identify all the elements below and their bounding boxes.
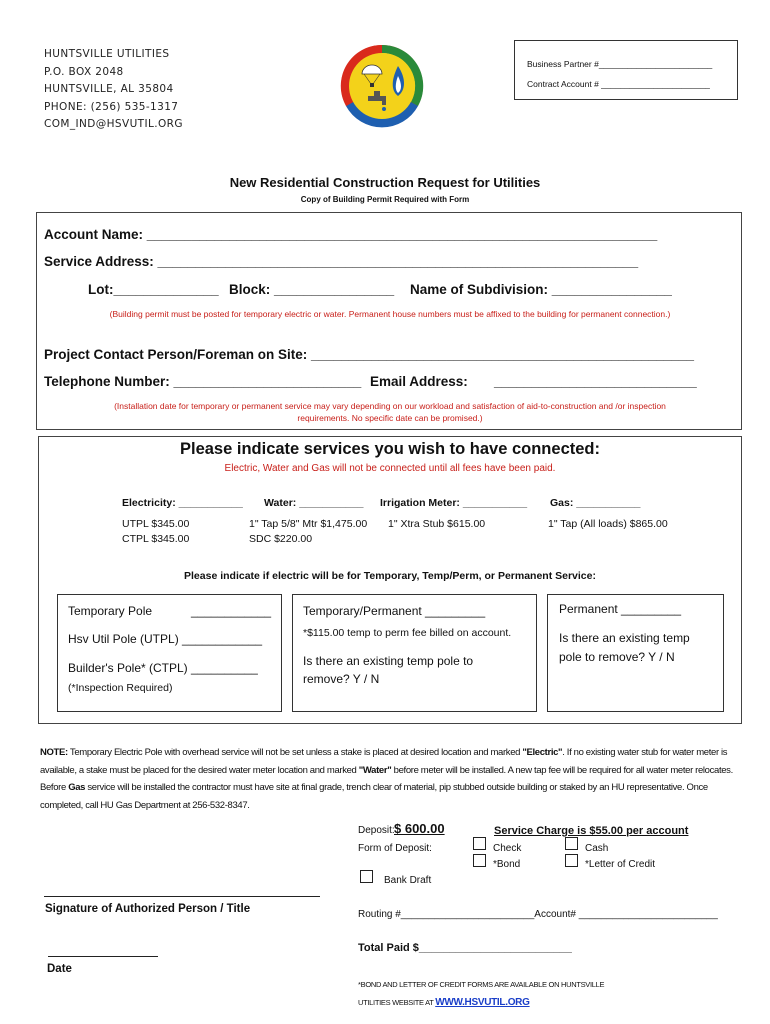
form-subtitle: Copy of Building Permit Required with Form (300, 195, 470, 204)
electricity-field[interactable]: Electricity: ___________ (122, 497, 243, 509)
note-text: . If no existing water stub for water meter is available, a stake must be placed for the desired water meter location and marked (40, 747, 728, 776)
deposit-value: $ 600.00 (394, 821, 445, 836)
services-title: Please indicate services you wish to have connected: (179, 440, 600, 458)
date-line[interactable] (48, 956, 158, 957)
irrigation-fee: 1" Xtra Stub $615.00 (388, 518, 486, 530)
letter-of-credit-label: *Letter of Credit (585, 859, 656, 870)
temporary-pole-label: Temporary Pole (68, 604, 153, 618)
date-label: Date (47, 963, 72, 975)
note-water: "Water" (358, 764, 392, 776)
address-line: P.O. BOX 2048 (44, 65, 124, 78)
email-field[interactable]: ___________________________ (494, 374, 697, 389)
address-line: PHONE: (256) 535-1317 (44, 100, 179, 113)
business-partner-field[interactable]: Business Partner #________________________ (527, 59, 713, 69)
routing-account-field[interactable]: Routing #________________________Account# _________________________ (358, 909, 718, 920)
electric-service-question: Please indicate if electric will be for Temporary, Temp/Perm, or Permanent Service: (184, 570, 596, 582)
note-text: service will be installed the contractor must have site at final grade, trench clear of material, pip stubbed outside building or staked by an HU representative. Once completed, call HU Gas Department at 256-532-8347. (40, 782, 708, 811)
bond-checkbox[interactable] (473, 854, 486, 867)
water-fee: 1" Tap 5/8" Mtr $1,475.00 (249, 518, 368, 530)
builders-pole-field[interactable]: Builder's Pole* (CTPL) __________ (68, 661, 258, 675)
hsv-util-pole-field[interactable]: Hsv Util Pole (UTPL) ____________ (68, 632, 263, 646)
contract-account-field[interactable]: Contract Account # _______________________ (527, 79, 710, 89)
form-of-deposit-label: Form of Deposit: (358, 843, 432, 854)
electric-fee: CTPL $345.00 (122, 533, 190, 545)
contact-person-field[interactable]: Project Contact Person/Foreman on Site: ___________________________________________________ (44, 347, 694, 362)
bond-footnote: *BOND AND LETTER OF CREDIT FORMS ARE AVAILABLE ON HUNTSVILLE (358, 980, 605, 989)
deposit-label: Deposit: (358, 825, 395, 836)
permanent-option-box (547, 594, 724, 712)
signature-label: Signature of Authorized Person / Title (45, 903, 251, 915)
address-line: HUNTSVILLE UTILITIES (44, 48, 170, 60)
temp-pole-question-yn[interactable]: remove? Y / N (303, 672, 380, 686)
service-charge: Service Charge is $55.00 per account (494, 825, 689, 837)
email-label: Email Address: (370, 374, 468, 389)
permanent-question-yn[interactable]: pole to remove? Y / N (559, 650, 675, 664)
block-field[interactable]: Block: ________________ (229, 282, 395, 297)
bond-label: *Bond (493, 859, 521, 870)
email-line: COM_IND@HSVUTIL.ORG (44, 118, 183, 130)
letter-of-credit-checkbox[interactable] (565, 854, 578, 867)
total-paid-field[interactable]: Total Paid $_________________________ (358, 942, 572, 954)
note-text: Temporary Electric Pole with overhead service will not be set unless a stake is placed at desired location and marked (67, 747, 523, 758)
website-link[interactable]: WWW.HSVUTIL.ORG (435, 997, 530, 1008)
temp-perm-fee-note: *$115.00 temp to perm fee billed on account. (303, 627, 512, 639)
permit-note: (Building permit must be posted for temporary electric or water. Permanent house numbers must be affixed to the building for permanent connection.) (109, 309, 671, 319)
install-note-line-2: requirements. No specific date can be promised.) (297, 413, 483, 423)
gas-fee: 1" Tap (All loads) $865.00 (548, 518, 668, 530)
temp-perm-option-box (292, 594, 537, 712)
utilities-logo-icon (340, 44, 424, 128)
subdivision-field[interactable]: Name of Subdivision: ________________ (410, 282, 672, 297)
cash-label: Cash (585, 843, 609, 854)
service-address-field[interactable]: Service Address: ________________________________________________________________ (44, 254, 639, 269)
account-numbers-box (514, 40, 738, 100)
website-footnote-text: UTILITIES WEBSITE AT (358, 998, 434, 1007)
signature-line[interactable] (44, 896, 320, 897)
inspection-note: (*Inspection Required) (68, 682, 173, 694)
gas-field[interactable]: Gas: ___________ (550, 497, 641, 509)
check-checkbox[interactable] (473, 837, 486, 850)
temp-perm-field[interactable]: Temporary/Permanent _________ (303, 604, 486, 618)
cash-checkbox[interactable] (565, 837, 578, 850)
check-label: Check (493, 843, 522, 854)
website-footnote (358, 997, 530, 1008)
note-text: before meter will be installed. A new tap fee will be required for all water meter relocates. Before (40, 764, 733, 793)
permanent-field[interactable]: Permanent _________ (559, 602, 682, 616)
note-paragraph (40, 744, 740, 814)
lot-field[interactable]: Lot:______________ (88, 282, 219, 297)
form-title: New Residential Construction Request for Utilities (229, 175, 541, 190)
company-address (44, 46, 183, 134)
electric-fee: UTPL $345.00 (122, 518, 190, 530)
bank-draft-label: Bank Draft (384, 875, 432, 886)
bank-draft-checkbox[interactable] (360, 870, 373, 883)
services-subtitle: Electric, Water and Gas will not be connected until all fees have been paid. (224, 463, 556, 474)
account-name-field[interactable]: Account Name: ____________________________________________________________________ (44, 227, 658, 242)
water-fee: SDC $220.00 (249, 533, 313, 545)
temporary-option-box (57, 594, 282, 712)
irrigation-field[interactable]: Irrigation Meter: ___________ (380, 497, 528, 509)
water-field[interactable]: Water: ___________ (264, 497, 364, 509)
permanent-question: Is there an existing temp (559, 631, 690, 645)
install-note-line-1: (Installation date for temporary or permanent service may vary depending on our workload and satisfaction of aid-to-construction and /or inspection (114, 401, 666, 411)
note-gas: Gas (68, 782, 86, 793)
note-lead: NOTE: (40, 747, 68, 758)
note-electric: "Electric" (522, 747, 563, 758)
address-line: HUNTSVILLE, AL 35804 (44, 83, 174, 95)
telephone-field[interactable]: Telephone Number: _________________________ (44, 374, 362, 389)
temporary-pole-field[interactable]: ____________ (191, 604, 272, 618)
customer-info-box (36, 212, 742, 430)
temp-pole-question: Is there an existing temp pole to (303, 654, 474, 668)
